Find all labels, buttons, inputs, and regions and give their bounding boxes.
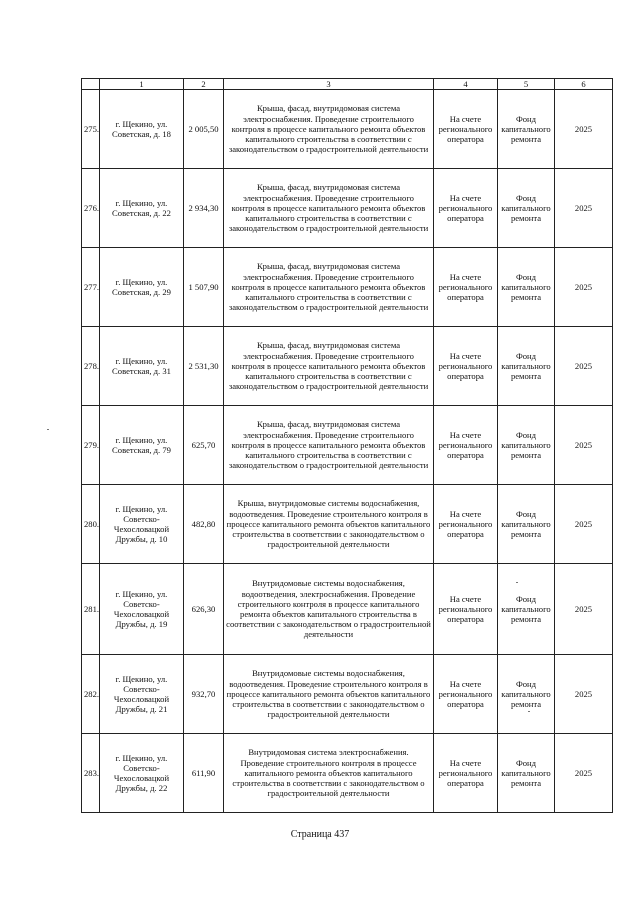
table-row [82,734,613,813]
year-cell: 2025 [555,485,613,564]
header-cell: 2 [184,79,224,90]
fund-method-cell: На счете регионального оператора [434,327,498,406]
header-cell [82,79,100,90]
capital-repair-table [81,78,613,813]
area-cell: 625,70 [184,406,224,485]
header-cell: 1 [100,79,184,90]
year-cell: 2025 [555,406,613,485]
funding-source-cell: Фонд капитального ремонта [498,327,555,406]
scan-speck [47,429,49,430]
year-cell: 2025 [555,169,613,248]
funding-source-cell: Фонд капитального ремонта [498,564,555,655]
work-description-cell: Крыша, фасад, внутридомовая система электроснабжения. Проведение строительного контроля в процессе капитального ремонта объектов капитального строительства в соответствии с законодательством о градостроительной деятельности [224,327,434,406]
table-row [82,327,613,406]
table-row [82,248,613,327]
header-cell: 5 [498,79,555,90]
address-cell: г. Щекино, ул. Советско-Чехословацкой Дружбы, д. 21 [100,655,184,734]
funding-source-cell: Фонд капитального ремонта [498,734,555,813]
address-cell: г. Щекино, ул. Советско-Чехословацкой Дружбы, д. 10 [100,485,184,564]
fund-method-cell: На счете регионального оператора [434,655,498,734]
work-description-cell: Крыша, фасад, внутридомовая система электроснабжения. Проведение строительного контроля в процессе капитального ремонта объектов капитального строительства в соответствии с законодательством о градостроительной деятельности [224,169,434,248]
year-cell: 2025 [555,655,613,734]
funding-source-cell: Фонд капитального ремонта [498,248,555,327]
area-cell: 626,30 [184,564,224,655]
table-row [82,169,613,248]
row-number-cell: 275. [82,90,100,169]
scan-speck [528,711,530,712]
header-cell: 4 [434,79,498,90]
row-number-cell: 281. [82,564,100,655]
work-description-cell: Внутридомовая система электроснабжения. Проведение строительного контроля в процессе капитального ремонта объектов капитального строительства в соответствии с законодательством о градостроительной деятельности [224,734,434,813]
fund-method-cell: На счете регионального оператора [434,169,498,248]
fund-method-cell: На счете регионального оператора [434,248,498,327]
year-cell: 2025 [555,248,613,327]
area-cell: 2 005,50 [184,90,224,169]
fund-method-cell: На счете регионального оператора [434,734,498,813]
address-cell: г. Щекино, ул. Советская, д. 31 [100,327,184,406]
table-row [82,90,613,169]
page-number: Страница 437 [290,829,350,840]
area-cell: 611,90 [184,734,224,813]
work-description-cell: Крыша, фасад, внутридомовая система электроснабжения. Проведение строительного контроля в процессе капитального ремонта объектов капитального строительства в соответствии с законодательством о градостроительной деятельности [224,248,434,327]
fund-method-cell: На счете регионального оператора [434,485,498,564]
table-header-row [82,79,613,90]
header-cell: 6 [555,79,613,90]
row-number-cell: 279. [82,406,100,485]
year-cell: 2025 [555,90,613,169]
table-row [82,485,613,564]
address-cell: г. Щекино, ул. Советская, д. 29 [100,248,184,327]
work-description-cell: Внутридомовые системы водоснабжения, водоотведения, электроснабжения. Проведение строительного контроля в процессе капитального ремонта объектов капитального строительства в соответствии с законодательством о градостроительной деятельности [224,564,434,655]
row-number-cell: 276. [82,169,100,248]
address-cell: г. Щекино, ул. Советско-Чехословацкой Дружбы, д. 22 [100,734,184,813]
work-description-cell: Крыша, фасад, внутридомовая система электроснабжения. Проведение строительного контроля в процессе капитального ремонта объектов капитального строительства в соответствии с законодательством о градостроительной деятельности [224,406,434,485]
work-description-cell: Внутридомовые системы водоснабжения, водоотведения. Проведение строительного контроля в процессе капитального ремонта объектов капитального строительства в соответствии с законодательством о градостроительной деятельности [224,655,434,734]
row-number-cell: 280. [82,485,100,564]
funding-source-cell: Фонд капитального ремонта [498,406,555,485]
table-row [82,655,613,734]
work-description-cell: Крыша, фасад, внутридомовая система электроснабжения. Проведение строительного контроля в процессе капитального ремонта объектов капитального строительства в соответствии с законодательством о градостроительной деятельности [224,90,434,169]
address-cell: г. Щекино, ул. Советская, д. 22 [100,169,184,248]
area-cell: 2 934,30 [184,169,224,248]
area-cell: 2 531,30 [184,327,224,406]
area-cell: 482,80 [184,485,224,564]
table-row [82,564,613,655]
funding-source-cell: Фонд капитального ремонта [498,655,555,734]
area-cell: 1 507,90 [184,248,224,327]
header-cell: 3 [224,79,434,90]
row-number-cell: 277. [82,248,100,327]
fund-method-cell: На счете регионального оператора [434,564,498,655]
row-number-cell: 278. [82,327,100,406]
year-cell: 2025 [555,734,613,813]
address-cell: г. Щекино, ул. Советская, д. 18 [100,90,184,169]
row-number-cell: 282. [82,655,100,734]
address-cell: г. Щекино, ул. Советско-Чехословацкой Дружбы, д. 19 [100,564,184,655]
funding-source-cell: Фонд капитального ремонта [498,90,555,169]
row-number-cell: 283. [82,734,100,813]
year-cell: 2025 [555,564,613,655]
fund-method-cell: На счете регионального оператора [434,90,498,169]
table-row [82,406,613,485]
area-cell: 932,70 [184,655,224,734]
funding-source-cell: Фонд капитального ремонта [498,485,555,564]
year-cell: 2025 [555,327,613,406]
scan-speck [516,582,518,583]
funding-source-cell: Фонд капитального ремонта [498,169,555,248]
work-description-cell: Крыша, внутридомовые системы водоснабжения, водоотведения. Проведение строительного контроля в процессе капитального ремонта объектов капитального строительства в соответствии с законодательством о градостроительной деятельности [224,485,434,564]
address-cell: г. Щекино, ул. Советская, д. 79 [100,406,184,485]
fund-method-cell: На счете регионального оператора [434,406,498,485]
